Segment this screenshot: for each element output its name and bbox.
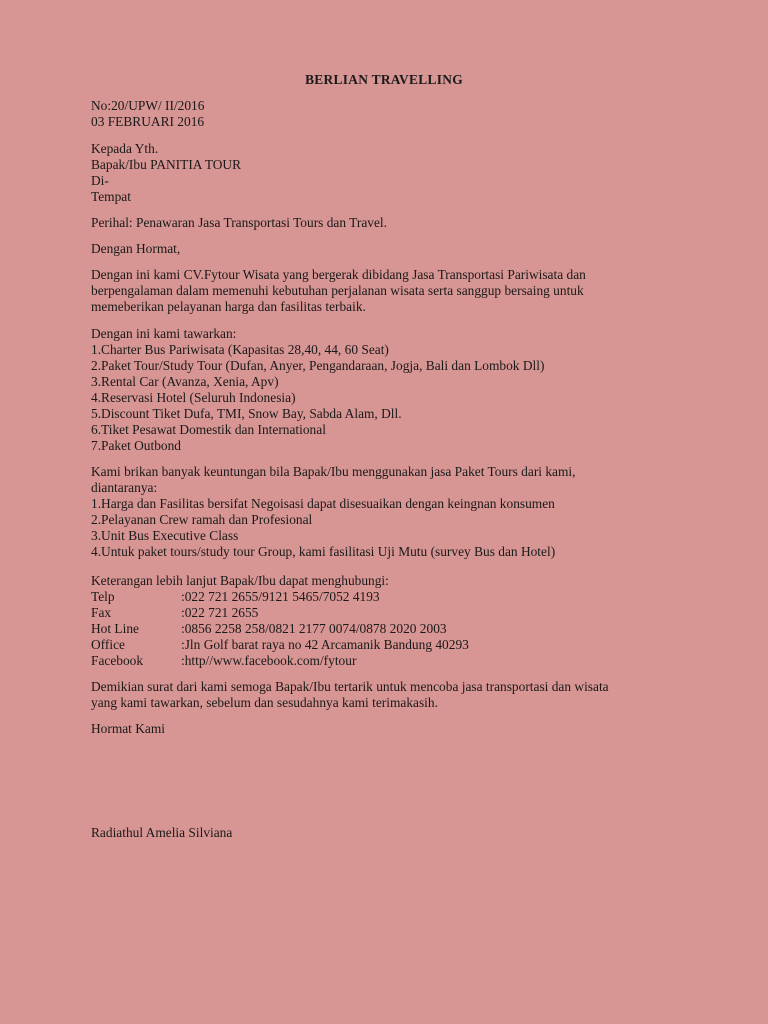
contact-value: :0856 2258 258/0821 2177 0074/0878 2020 2003 [181, 621, 447, 636]
contact-value: :022 721 2655 [181, 605, 259, 620]
benefit-item: 1.Harga dan Fasilitas bersifat Negoisasi dapat disesuaikan dengan keingnan konsumen [91, 496, 555, 511]
contact-label: Facebook [91, 653, 144, 668]
intro-line: memeberikan pelayanan harga dan fasilitas terbaik. [91, 299, 366, 314]
offer-item: 1.Charter Bus Pariwisata (Kapasitas 28,40, 44, 60 Seat) [91, 342, 389, 357]
benefits-heading: Kami brikan banyak keuntungan bila Bapak/Ibu menggunakan jasa Paket Tours dari kami, [91, 464, 576, 479]
contact-row-office [91, 637, 691, 653]
letter-header [91, 98, 691, 130]
benefits-heading: diantaranya: [91, 480, 158, 495]
offers-section [91, 326, 691, 454]
letter-date: 03 FEBRUARI 2016 [91, 114, 205, 129]
contact-heading: Keterangan lebih lanjut Bapak/Ibu dapat menghubungi: [91, 573, 389, 588]
greeting-text: Dengan Hormat, [91, 241, 181, 256]
benefit-item: 2.Pelayanan Crew ramah dan Profesional [91, 512, 313, 527]
sign-off-text: Hormat Kami [91, 721, 166, 736]
contact-label: Office [91, 637, 125, 652]
contact-row-fax [91, 605, 691, 621]
recipient-line: Di- [91, 173, 109, 188]
contact-row-telp [91, 589, 691, 605]
contact-label: Hot Line [91, 621, 139, 636]
offer-item: 4.Reservasi Hotel (Seluruh Indonesia) [91, 390, 296, 405]
signatory-name: Radiathul Amelia Silviana [91, 825, 233, 840]
intro-line: Dengan ini kami CV.Fytour Wisata yang bergerak dibidang Jasa Transportasi Pariwisata dan [91, 267, 586, 282]
sign-off [91, 721, 691, 737]
benefit-item: 4.Untuk paket tours/study tour Group, kami fasilitasi Uji Mutu (survey Bus dan Hotel) [91, 544, 556, 559]
greeting [91, 241, 691, 257]
recipient-line: Bapak/Ibu PANITIA TOUR [91, 157, 242, 172]
contact-label: Telp [91, 589, 115, 604]
letter-number: No:20/UPW/ II/2016 [91, 98, 205, 113]
offers-heading: Dengan ini kami tawarkan: [91, 326, 237, 341]
offer-item: 7.Paket Outbond [91, 438, 182, 453]
subject-text: Perihal: Penawaran Jasa Transportasi Tours dan Travel. [91, 215, 387, 230]
intro-paragraph [91, 267, 691, 315]
offer-item: 2.Paket Tour/Study Tour (Dufan, Anyer, Pengandaraan, Jogja, Bali dan Lombok Dll) [91, 358, 545, 373]
contact-value: :Jln Golf barat raya no 42 Arcamanik Bandung 40293 [181, 637, 469, 652]
intro-line: berpengalaman dalam memenuhi kebutuhan perjalanan wisata serta sanggup bersaing untuk [91, 283, 584, 298]
subject-line [91, 215, 691, 231]
signatory [91, 825, 691, 841]
contact-section [91, 573, 691, 669]
recipient-line: Tempat [91, 189, 131, 204]
recipient-line: Kepada Yth. [91, 141, 159, 156]
contact-value: :022 721 2655/9121 5465/7052 4193 [181, 589, 380, 604]
recipient-block [91, 141, 691, 205]
closing-line: Demikian surat dari kami semoga Bapak/Ibu tertarik untuk mencoba jasa transportasi dan wisata [91, 679, 609, 694]
closing-paragraph [91, 679, 691, 711]
contact-label: Fax [91, 605, 112, 620]
benefit-item: 3.Unit Bus Executive Class [91, 528, 239, 543]
letter-title: BERLIAN TRAVELLING [305, 72, 463, 87]
offer-item: 5.Discount Tiket Dufa, TMI, Snow Bay, Sabda Alam, Dll. [91, 406, 402, 421]
contact-row-hotline [91, 621, 691, 637]
benefits-section [91, 464, 691, 560]
contact-row-facebook [91, 653, 691, 669]
offer-item: 6.Tiket Pesawat Domestik dan International [91, 422, 326, 437]
contact-value: :http//www.facebook.com/fytour [181, 653, 357, 668]
closing-line: yang kami tawarkan, sebelum dan sesudahnya kami terimakasih. [91, 695, 438, 710]
offer-item: 3.Rental Car (Avanza, Xenia, Apv) [91, 374, 279, 389]
